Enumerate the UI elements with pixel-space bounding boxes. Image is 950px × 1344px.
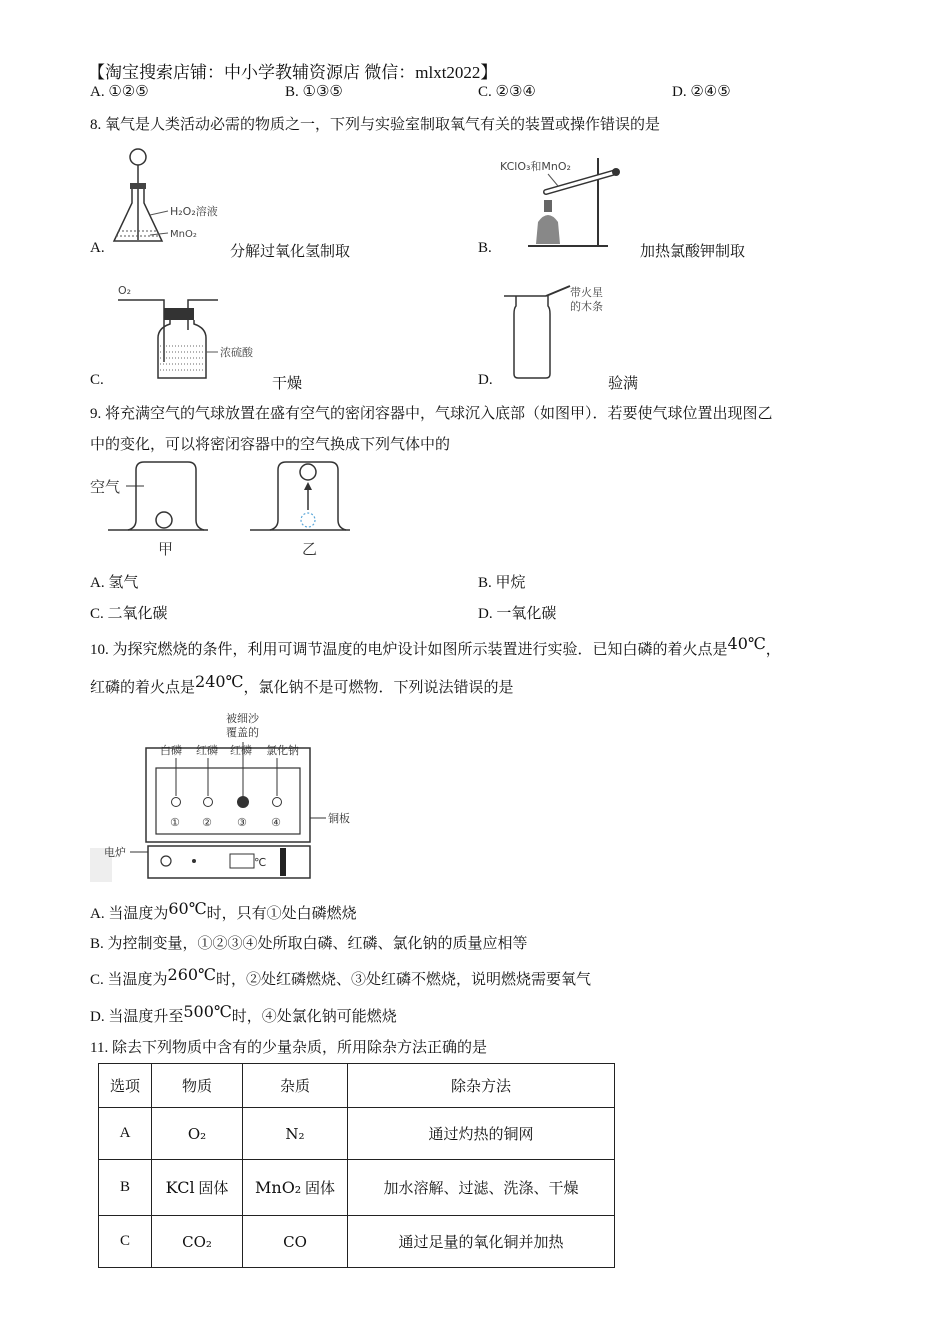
q10-option-c [90,965,591,989]
q11-table [98,1063,615,1268]
q8-d-label-2: 的木条 [570,300,603,313]
q10-option-c-post: 时，②处红磷燃烧、③处红磷不燃烧，说明燃烧需要氧气 [215,972,591,988]
q10-fig-num-3: ③ [237,816,247,829]
q8-option-d-letter: D. [478,372,493,388]
q9-option-c: C. 二氧化碳 [90,606,168,622]
q8-figure-d [500,280,620,385]
q10-fig-label-2: 红磷 [196,744,218,757]
q10-option-a-temp: 60℃ [168,899,207,918]
q10-stem-2a: 红磷的着火点是 [90,680,196,696]
table-cell-impurity: N₂ [243,1108,348,1160]
table-cell-substance: CO₂ [152,1216,243,1268]
q10-option-d [90,1002,397,1026]
q10-stem-1b: ， [765,642,781,658]
q9-option-a: A. 氢气 [90,575,139,591]
table-cell-substance: O₂ [152,1108,243,1160]
q9-stem-line2: 中的变化，可以将密闭容器中的空气换成下列气体中的 [90,437,451,453]
q10-fig-covered-2: 覆盖的 [226,726,259,739]
table-cell-option: C [99,1216,152,1268]
table-cell-method: 加水溶解、过滤、洗涤、干燥 [348,1160,615,1216]
table-cell-option: B [99,1160,152,1216]
q10-option-c-pre: C. 当温度为 [90,972,168,988]
q10-fig-unit: ℃ [254,856,267,869]
q10-stem-1a: 10. 为探究燃烧的条件，利用可调节温度的电炉设计如图所示装置进行实验．已知白磷的着火点是 [90,642,728,658]
table-header-option: 选项 [99,1064,152,1108]
q8-a-label-h2o2: H₂O₂溶液 [170,205,218,218]
table-row [99,1108,615,1160]
table-cell-impurity-suffix: 固体 [304,1181,335,1197]
q10-option-a-pre: A. 当温度为 [90,906,169,922]
q10-fig-covered-1: 被细沙 [226,712,259,725]
q8-figure-b [498,150,633,255]
q7-option-c: C. ②③④ [478,84,536,100]
q8-option-c-caption: 干燥 [272,376,303,392]
q8-figure-a [108,145,238,250]
q10-temp-white-p: 40℃ [727,634,766,653]
q9-stem-line1: 9. 将充满空气的气球放置在盛有空气的密闭容器中，气球沉入底部（如图甲）．若要使气球位置出现图乙 [90,406,773,422]
q10-fig-num-2: ② [202,816,212,829]
q11-stem: 11. 除去下列物质中含有的少量杂质，所用除杂方法正确的是 [90,1040,487,1056]
q8-b-label-kclo3: KClO₃和MnO₂ [500,160,571,173]
q9-label-air: 空气 [90,478,121,496]
table-row [99,1160,615,1216]
q9-label-jia: 甲 [158,540,174,558]
q10-option-d-temp: 500℃ [183,1002,232,1021]
q10-option-a-post: 时，只有①处白磷燃烧 [206,906,357,922]
q10-temp-red-p: 240℃ [195,672,244,691]
table-header-impurity: 杂质 [243,1064,348,1108]
q8-option-b-caption: 加热氯酸钾制取 [640,244,746,260]
q8-d-label-1: 带火星 [570,286,603,299]
q9-option-b: B. 甲烷 [478,575,526,591]
table-cell-impurity [243,1160,348,1216]
q10-option-d-pre: D. 当温度升至 [90,1009,184,1025]
q10-option-a [90,899,357,923]
q8-option-b-letter: B. [478,240,492,256]
table-header-substance: 物质 [152,1064,243,1108]
q7-option-b: B. ①③⑤ [285,84,343,100]
q10-figure [90,708,380,886]
q10-fig-num-1: ① [170,816,180,829]
q10-fig-label-1: 白磷 [160,744,182,757]
q10-fig-label-plate: 铜板 [328,812,350,825]
q8-c-label-h2so4: 浓硫酸 [220,346,253,359]
table-cell-method: 通过灼热的铜网 [348,1108,615,1160]
q10-fig-num-4: ④ [271,816,281,829]
table-cell-substance-suffix: 固体 [198,1181,229,1197]
q8-figure-c [114,282,274,387]
table-cell-substance-formula: KCl [165,1178,195,1197]
q9-label-yi: 乙 [302,540,318,558]
q9-option-d: D. 一氧化碳 [478,606,557,622]
table-cell-impurity: CO [243,1216,348,1268]
q10-stem-line2 [90,672,514,697]
q9-figure [88,458,378,563]
q10-stem-2b: ，氯化钠不是可燃物．下列说法错误的是 [243,680,514,696]
q8-option-d-caption: 验满 [608,376,639,392]
q10-stem-line1 [90,634,781,659]
q8-a-label-mno2: MnO₂ [170,229,197,240]
table-header-row [99,1064,615,1108]
q10-option-c-temp: 260℃ [167,965,216,984]
q10-option-b: B. 为控制变量，①②③④处所取白磷、红磷、氯化钠的质量应相等 [90,936,528,952]
q8-option-a-caption: 分解过氧化氢制取 [230,244,351,260]
q10-fig-label-stove: 电炉 [104,846,126,859]
q7-option-d: D. ②④⑤ [672,84,731,100]
table-row [99,1216,615,1268]
table-cell-impurity-formula: MnO₂ [255,1178,302,1197]
q8-c-label-o2: O₂ [118,284,132,297]
q8-option-a-letter: A. [90,240,105,256]
table-cell-method: 通过足量的氧化铜并加热 [348,1216,615,1268]
table-cell-option: A [99,1108,152,1160]
q8-stem: 8. 氧气是人类活动必需的物质之一，下列与实验室制取氧气有关的装置或操作错误的是 [90,117,661,133]
header-banner: 【淘宝搜索店铺：中小学教辅资源店 微信：mlxt2022】 [88,63,498,82]
q7-option-a: A. ①②⑤ [90,84,149,100]
q10-fig-label-4: 氯化钠 [266,744,299,757]
q10-option-d-post: 时，④处氯化钠可能燃烧 [231,1009,397,1025]
table-cell-substance [152,1160,243,1216]
table-header-method: 除杂方法 [348,1064,615,1108]
q8-option-c-letter: C. [90,372,104,388]
q10-fig-label-3: 红磷 [230,744,252,757]
